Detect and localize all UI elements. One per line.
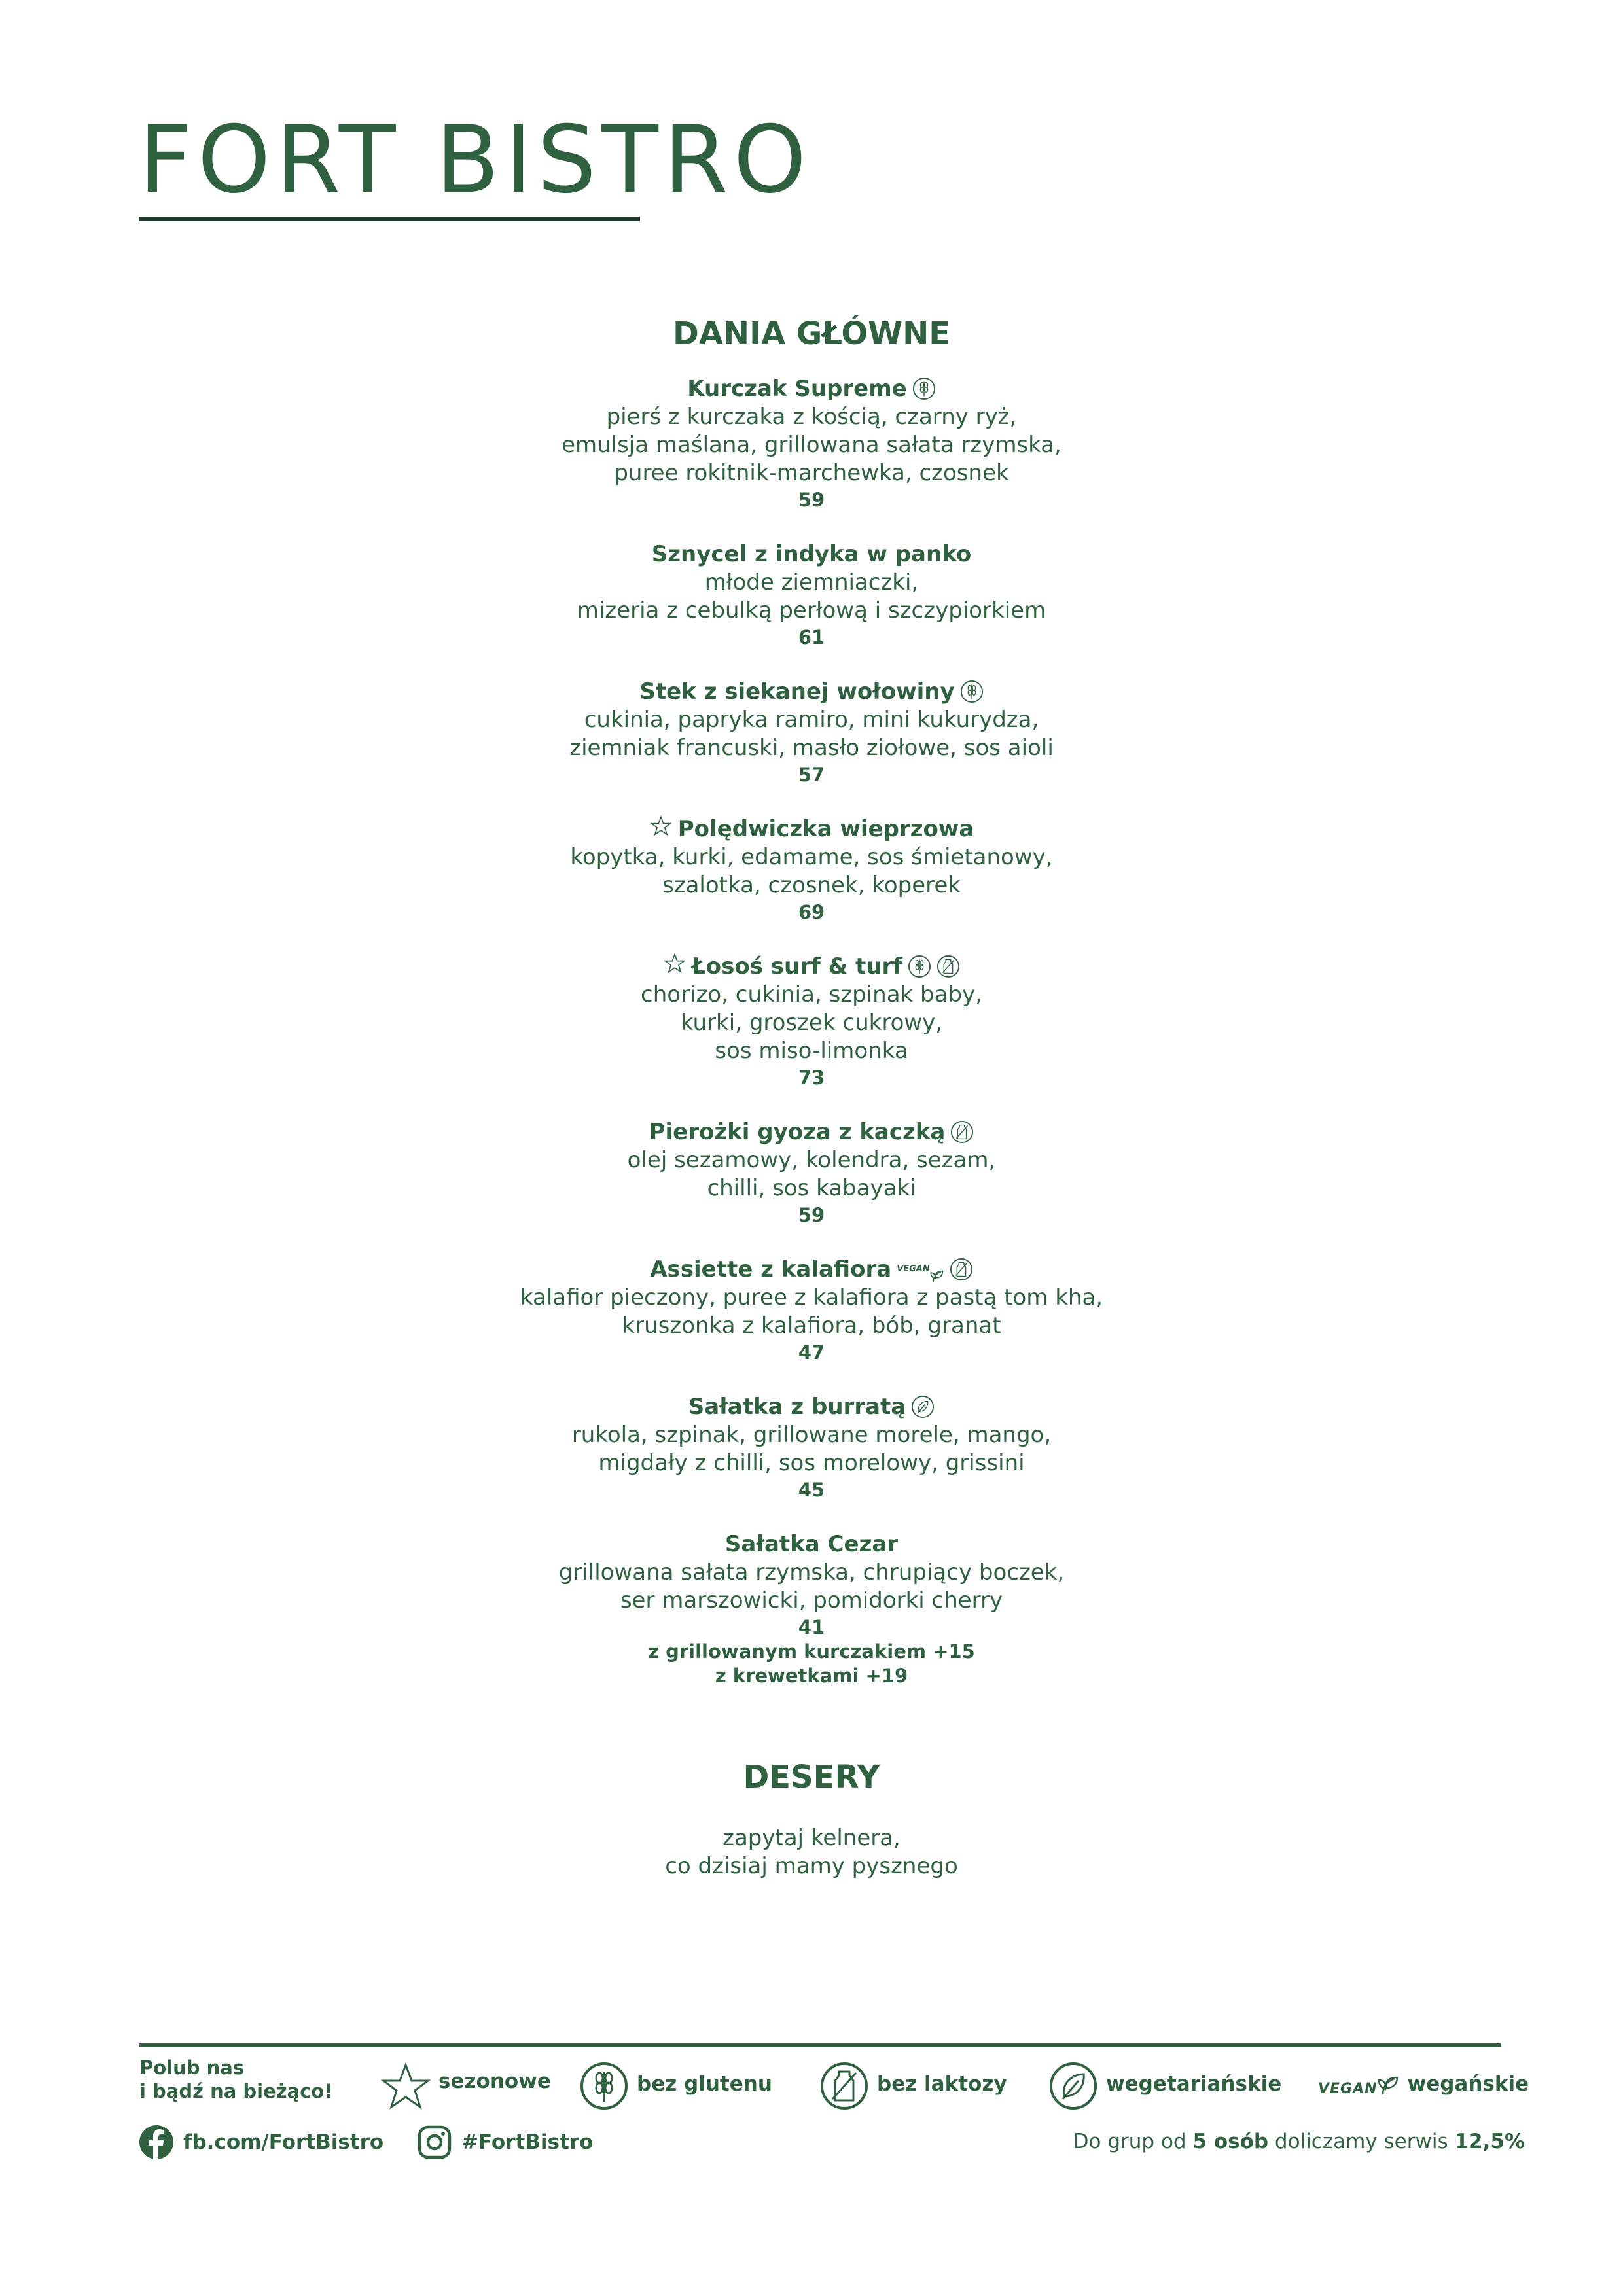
- menu-item-name-row: [393, 1392, 1230, 1421]
- menu-item-description-line: pierś z kurczaka z kością, czarny ryż,: [606, 404, 1017, 430]
- follow-us: [139, 2056, 349, 2103]
- menu-item: [393, 1530, 1230, 1688]
- menu-item-description: [393, 1284, 1230, 1340]
- menu-item-name: Stek z siekanej wołowiny: [639, 679, 955, 705]
- menu: [393, 313, 1230, 1881]
- legend-lactose-free-label: bez laktozy: [877, 2072, 1007, 2096]
- desserts-desc: [393, 1824, 1230, 1881]
- instagram-link-text: #FortBistro: [461, 2130, 594, 2154]
- menu-item-price: 59: [798, 1204, 825, 1226]
- menu-item-description-line: emulsja maślana, grillowana sałata rzymska,: [562, 432, 1061, 458]
- menu-item-name-row: [393, 1530, 1230, 1559]
- menu-item: [393, 815, 1230, 925]
- vegetarian-icon: [1048, 2061, 1098, 2111]
- menu-item-description: [393, 403, 1230, 487]
- menu-item-extra: z grillowanym kurczakiem +15: [648, 1640, 975, 1663]
- menu-item-price: 41: [798, 1616, 825, 1638]
- menu-item-description-line: olej sezamowy, kolendra, sezam,: [627, 1147, 996, 1173]
- menu-item-name-row: [393, 1118, 1230, 1146]
- gluten-free-icon: [912, 377, 936, 400]
- menu-item-name-row: [393, 1255, 1230, 1284]
- facebook-link[interactable]: [139, 2123, 383, 2162]
- mains-list: [393, 374, 1230, 1688]
- menu-item-name-row: [393, 540, 1230, 569]
- menu-item-description: [393, 981, 1230, 1065]
- vegetarian-icon: [911, 1395, 935, 1419]
- menu-item-price: 45: [798, 1479, 825, 1501]
- footer-divider: [139, 2043, 1501, 2047]
- menu-item-name: Polędwiczka wieprzowa: [677, 816, 974, 842]
- follow-us-line1: Polub nas: [139, 2057, 245, 2079]
- desserts-desc-line: zapytaj kelnera,: [722, 1825, 901, 1851]
- menu-item-price: 69: [798, 901, 825, 923]
- menu-item-price: 59: [798, 489, 825, 511]
- menu-item: [393, 1255, 1230, 1365]
- menu-item-description-line: mizeria z cebulką perłową i szczypiorkiem: [577, 597, 1046, 624]
- menu-item-description: [393, 1421, 1230, 1477]
- menu-item-name: Sałatka z burratą: [688, 1394, 906, 1420]
- menu-item-description-line: rukola, szpinak, grillowane morele, mango,: [571, 1422, 1052, 1448]
- menu-item: [393, 1392, 1230, 1502]
- menu-item-description-line: puree rokitnik-marchewka, czosnek: [614, 460, 1009, 486]
- legend-vegan: [1318, 2060, 1529, 2112]
- desserts-section: [393, 1756, 1230, 1881]
- menu-item: [393, 374, 1230, 512]
- menu-item-description-line: kalafior pieczony, puree z kalafiora z pastą tom kha,: [520, 1284, 1103, 1311]
- legend-seasonal-label: sezonowe: [438, 2070, 551, 2093]
- menu-item-description: [393, 569, 1230, 625]
- menu-item-description: [393, 843, 1230, 900]
- legend-gluten-free: [579, 2060, 772, 2112]
- lactose-free-icon: [819, 2061, 869, 2111]
- menu-item-description-line: chilli, sos kabayaki: [707, 1175, 916, 1201]
- service-group-size: 5 osób: [1192, 2130, 1269, 2153]
- service-middle: doliczamy serwis: [1268, 2130, 1455, 2153]
- menu-item-description-line: kopytka, kurki, edamame, sos śmietanowy,: [570, 844, 1053, 870]
- instagram-icon: [417, 2125, 452, 2160]
- vegan-mark: VEGAN: [1318, 2081, 1378, 2097]
- service-charge-note: [1073, 2125, 1525, 2158]
- star-icon: [381, 2062, 431, 2110]
- gluten-free-icon: [960, 680, 984, 703]
- follow-us-line2: i bądź na bieżąco!: [139, 2080, 333, 2102]
- legend-vegan-label: wegańskie: [1407, 2072, 1529, 2096]
- legend-lactose-free: [819, 2060, 1007, 2112]
- menu-item-description-line: szalotka, czosnek, koperek: [662, 872, 961, 898]
- menu-item: [393, 540, 1230, 650]
- legend-seasonal: [381, 2060, 551, 2112]
- menu-item-name: Kurczak Supreme: [687, 376, 907, 402]
- legend-vegetarian-label: wegetariańskie: [1106, 2072, 1282, 2096]
- facebook-link-text: fb.com/FortBistro: [183, 2130, 384, 2154]
- star-icon: [663, 952, 687, 976]
- menu-item: [393, 952, 1230, 1090]
- menu-item: [393, 1118, 1230, 1227]
- menu-item-price: 61: [798, 626, 825, 648]
- menu-item: [393, 677, 1230, 787]
- menu-item-price: 73: [798, 1067, 825, 1089]
- menu-item-price: 57: [798, 764, 825, 786]
- legend-gluten-free-label: bez glutenu: [637, 2072, 772, 2096]
- menu-item-description-line: ser marszowicki, pomidorki cherry: [620, 1587, 1003, 1614]
- desserts-title: DESERY: [743, 1759, 880, 1795]
- menu-item-description-line: grillowana sałata rzymska, chrupiący boczek,: [558, 1559, 1065, 1585]
- instagram-link[interactable]: [417, 2123, 593, 2162]
- menu-item-description-line: migdały z chilli, sos morelowy, grissini: [598, 1450, 1025, 1476]
- brand-name: FORT BISTRO: [139, 106, 812, 214]
- menu-item-description-line: młode ziemniaczki,: [704, 569, 919, 595]
- menu-item-description-line: kruszonka z kalafiora, bób, granat: [622, 1313, 1001, 1339]
- menu-item-name: Sznycel z indyka w panko: [651, 541, 972, 567]
- legend-vegetarian: [1048, 2060, 1281, 2112]
- gluten-free-icon: [908, 955, 931, 978]
- service-percent: 12,5%: [1454, 2130, 1525, 2153]
- logo: [139, 106, 812, 226]
- menu-item-name: Assiette z kalafiora: [650, 1256, 892, 1282]
- menu-item-name-row: [393, 815, 1230, 843]
- gluten-free-icon: [579, 2061, 629, 2111]
- lactose-free-icon: [950, 1258, 973, 1281]
- menu-item-name: Pierożki gyoza z kaczką: [649, 1119, 946, 1145]
- lactose-free-icon: [936, 955, 960, 978]
- menu-item-price: 47: [798, 1341, 825, 1364]
- menu-item-name-row: [393, 677, 1230, 706]
- menu-item-description-line: cukinia, papryka ramiro, mini kukurydza,: [584, 707, 1039, 733]
- menu-item-extra: z krewetkami +19: [715, 1665, 908, 1687]
- lactose-free-icon: [950, 1120, 974, 1144]
- menu-item-description: [393, 706, 1230, 762]
- menu-item-description: [393, 1559, 1230, 1615]
- menu-item-name-row: [393, 952, 1230, 981]
- menu-item-description-line: chorizo, cukinia, szpinak baby,: [641, 981, 982, 1008]
- vegan-icon: VEGAN: [897, 1255, 944, 1284]
- service-prefix: Do grup od: [1073, 2130, 1193, 2153]
- star-icon: [649, 815, 673, 838]
- desserts-desc-line: co dzisiaj mamy pysznego: [665, 1853, 958, 1879]
- mains-title: DANIA GŁÓWNE: [672, 315, 951, 352]
- menu-item-name: Łosoś surf & turf: [691, 953, 903, 980]
- menu-item-description-line: ziemniak francuski, masło ziołowe, sos aioli: [569, 735, 1054, 761]
- facebook-icon: [139, 2125, 174, 2160]
- menu-item-description-line: sos miso-limonka: [715, 1038, 908, 1064]
- menu-item-name-row: [393, 374, 1230, 403]
- menu-item-description: [393, 1146, 1230, 1203]
- vegan-icon: [1318, 2075, 1400, 2097]
- menu-item-description-line: kurki, groszek cukrowy,: [680, 1010, 943, 1036]
- menu-item-name: Sałatka Cezar: [724, 1531, 899, 1557]
- logo-underline: [139, 217, 640, 221]
